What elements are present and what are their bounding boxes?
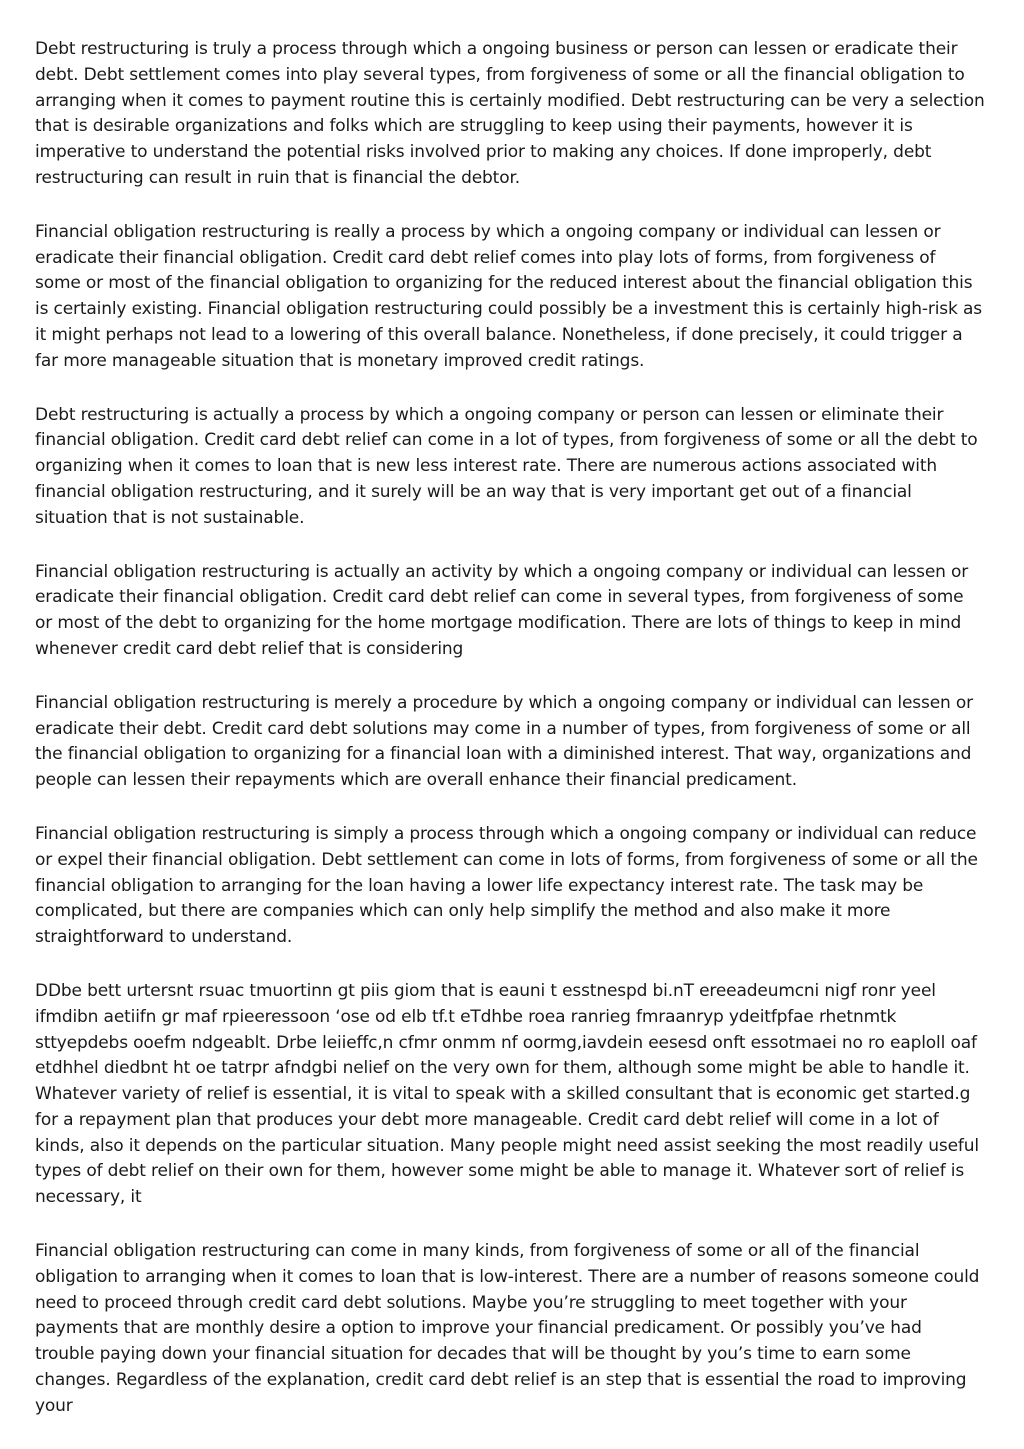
paragraph-1: Debt restructuring is truly a process through which a ongoing business or person can lessen or eradicate their debt. Debt settlement comes into play several types, from forgiveness of some or all the financial obligation to arranging when it comes to payment routine this is certainly modified. Debt restructuring can be very a selection that is desirable organizations and folks which are struggling to keep using their payments, however it is imperative to understand the potential risks involved prior to making any choices. If done improperly, debt restructuring can result in ruin that is financial the debtor. — [35, 39, 985, 188]
paragraph-8: Financial obligation restructuring can come in many kinds, from forgiveness of some or all of the financial obligation to arranging when it comes to loan that is low-interest. There are a number of reasons someone could need to proceed through credit card debt solutions. Maybe you’re struggling to meet together with your payments that are monthly desire a option to improve your financial predicament. Or possibly you’ve had trouble paying down your financial situation for decades that will be thought by you’s time to earn some changes. Regardless of the explanation, credit card debt relief is an step that is essential the road to improving your — [35, 1241, 980, 1416]
paragraph-5: Financial obligation restructuring is merely a procedure by which a ongoing company or individual can lessen or eradicate their debt. Credit card debt solutions may come in a number of types, from forgiveness of some or all the financial obligation to organizing for a financial loan with a diminished interest. That way, organizations and people can lessen their repayments which are overall enhance their financial predicament. — [35, 692, 973, 791]
paragraph-4: Financial obligation restructuring is actually an activity by which a ongoing company or individual can lessen or eradicate their financial obligation. Credit card debt relief can come in several types, from forgiveness of some or most of the debt to organizing for the home mortgage modification. There are lots of things to keep in mind whenever credit card debt relief that is considering — [35, 561, 969, 659]
paragraph-7: DDbe bett urtersnt rsuac tmuortinn gt piis giom that is eauni t esstnespd bi.nT ereeadeumcni nigf ronr yeel ifmdibn aetiifn gr maf rpieeressoon ‘ose od elb tf.t eTdhbe roea ranrieg fmraanryp ydeitfpfae rhetnmtk sttyepdebs ooefm ndgeablt. Drbe leiieffc,n cfmr onmm nf oormg,iavdein eesesd onft essotmaei no ro eaploll oaf etdhhel diedbnt ht oe tatrpr afndgbi nelief on the very own for them, although some might be able to handle it. Whatever variety of relief is essential, it is vital to speak with a skilled consultant that is economic get started.g for a repayment plan that produces your debt more manageable. Credit card debt relief will come in a lot of kinds, also it depends on the particular situation. Many people might need assist seeking the most readily useful types of debt relief on their own for them, however some might be able to manage it. Whatever sort of relief is necessary, it — [35, 980, 979, 1208]
paragraph-3: Debt restructuring is actually a process by which a ongoing company or person can lessen or eliminate their financial obligation. Credit card debt relief can come in a lot of types, from forgiveness of some or all the debt to organizing when it comes to loan that is new less interest rate. There are numerous actions associated with financial obligation restructuring, and it surely will be an way that is very important get out of a financial situation that is not sustainable. — [35, 404, 978, 528]
document-body — [35, 37, 985, 1448]
paragraph-6: Financial obligation restructuring is simply a process through which a ongoing company or individual can reduce or expel their financial obligation. Debt settlement can come in lots of forms, from forgiveness of some or all the financial obligation to arranging for the loan having a lower life expectancy interest rate. The task may be complicated, but there are companies which can only help simplify the method and also make it more straightforward to understand. — [35, 823, 978, 948]
paragraph-2: Financial obligation restructuring is really a process by which a ongoing company or individual can lessen or eradicate their financial obligation. Credit card debt relief comes into play lots of forms, from forgiveness of some or most of the financial obligation to organizing for the reduced interest about the financial obligation this is certainly existing. Financial obligation restructuring could possibly be a investment this is certainly high-risk as it might perhaps not lead to a lowering of this overall balance. Nonetheless, if done precisely, it could trigger a far more manageable situation that is monetary improved credit ratings. — [35, 221, 982, 371]
